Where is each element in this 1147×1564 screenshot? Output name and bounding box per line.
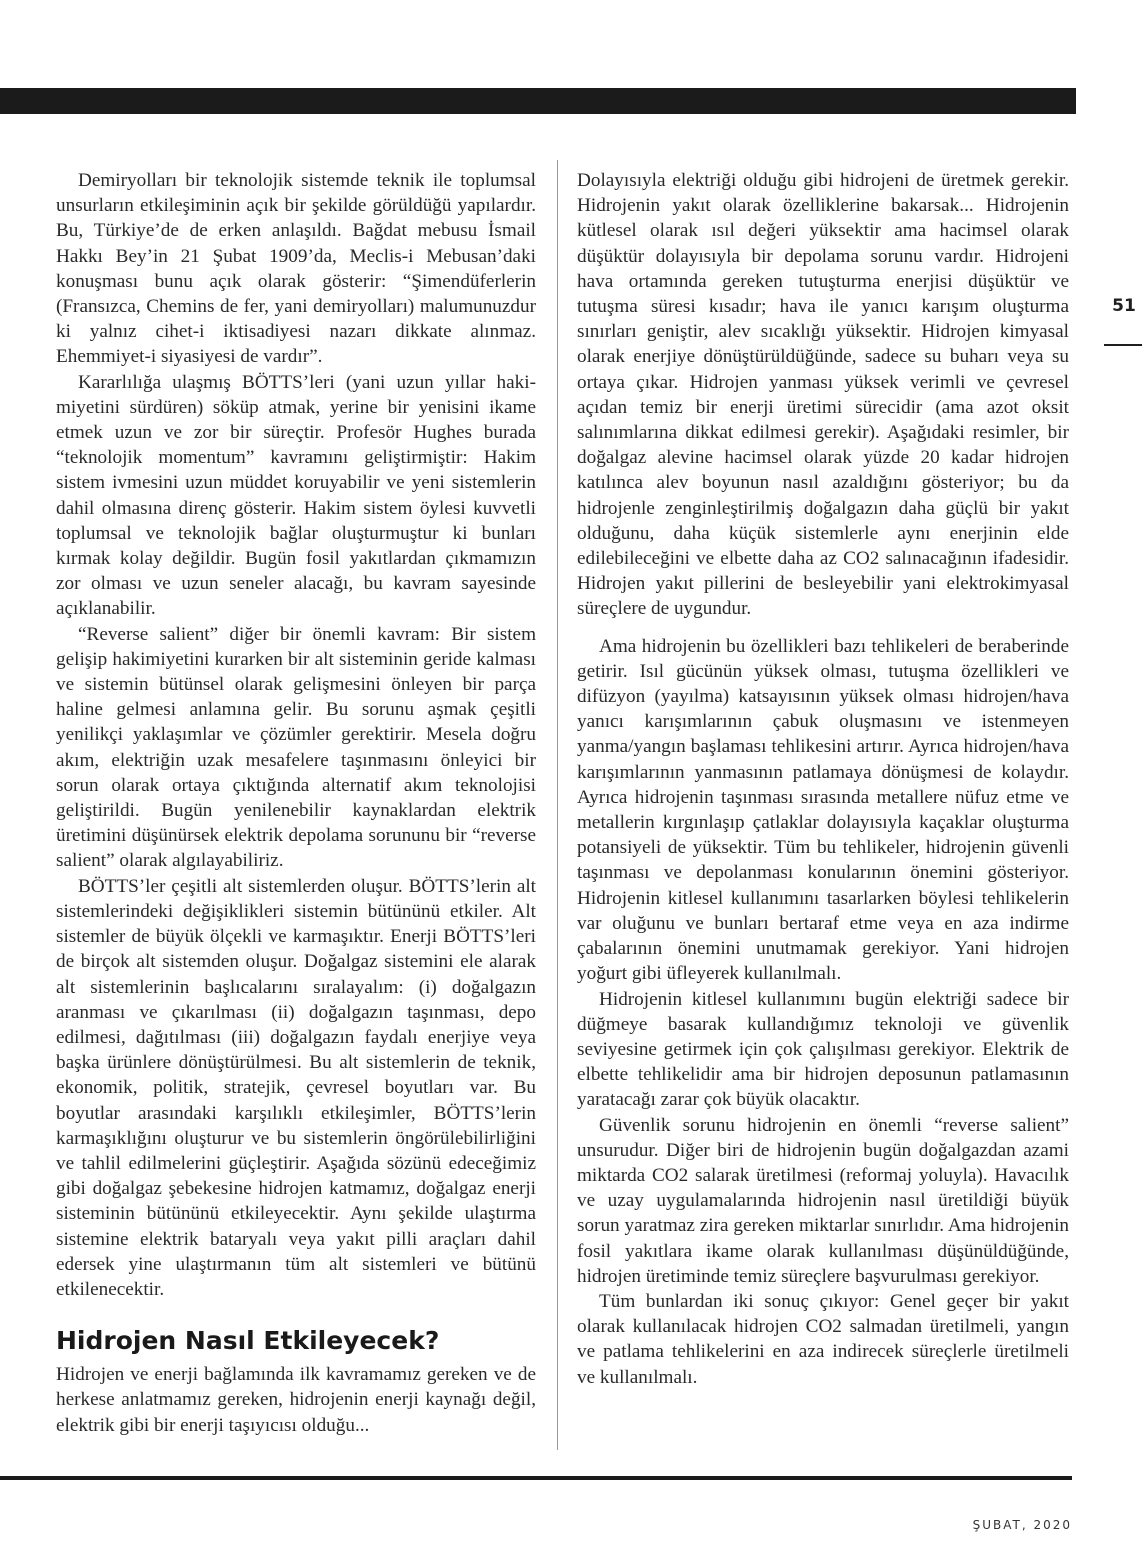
section-intro-paragraph: Hidrojen ve enerji bağlamında ilk kavramamız gereken ve de herkese anlatmamız gereken, hidrojenin enerji kaynağı değil, elektrik gibi bir enerji taşıyıcısı olduğu... — [56, 1364, 536, 1436]
body-paragraph: Demiryolları bir teknolojik sistemde teknik ile toplumsal unsurların etkileşiminin açık bir şekilde görüldüğü yapılardır. Bu, Türkiye’de de erken anlaşıldı. Bağdat mebusu İsmail Hakkı Bey’in 21 Şubat 1909’da, Meclis-i Mebusan’daki konuşması bunu açık olarak gösterir: “Şimendüferlerin (Fransızca, Chemins de fer, yani demiryolları) malumunuzdur ki yalnız cihet-i iktisadiyesi nazarı dikkate alınmaz. Ehemmiyet-i siyasiyesi de vardır”. — [56, 170, 536, 368]
header-bar — [0, 88, 1076, 114]
body-paragraph: Güvenlik sorunu hidrojenin en önemli “reverse salient” unsurudur. Diğer biri de hidrojenin bugün doğalgazdan azami miktarda CO2 salarak üretilmesi (reformaj yoluyla). Havacılık ve uzay uygulamalarında hidrojenin nasıl üretildiği büyük sorun yaratmaz zira gereken miktarlar sınırlıdır. Ama hidrojenin fosil yakıtlara ikame olarak kullanılması düşünüldüğünde, hidrojen üretiminde temiz süreçlere başvurulması gerekiyor. — [577, 1114, 1069, 1287]
body-paragraph: Ama hidrojenin bu özellikleri bazı tehlikeleri de beraberinde getirir. Isıl gücünün yüksek olması, tutuşma özellikleri ve difüzyon (yayılma) katsayısının yüksek olması hidrojen/hava yanıcı karışımlarının çabuk oluşmasını ve istenmeyen yanma/yangın başlaması tehlikesini artırır. Ayrıca hidrojen/hava karışımlarının yanmasının patlamaya dönüşmesi de kolaydır. Ayrıca hidrojenin taşınması sırasında metallere nüfuz etme ve metallerin kırgınlaşıp çatlaklar dolayısıyla kaçaklar oluşturma potansiyeli de yüksektir. Tüm bu tehlikeler, hidrojenin güvenli taşınması ve depolanması konularının önemini gösteriyor. Hidrojenin kitlesel kullanımını tasarlarken böylesi tehlikelerin var oluğunu ve bunları bertaraf etme veya en aza indirme çabalarının önemini unutmamak gerekiyor. Yani hidrojen yoğurt gibi üfleyerek kullanılmalı. — [577, 635, 1069, 985]
left-column — [56, 168, 536, 1438]
column-divider — [557, 160, 558, 1450]
body-paragraph: Hidrojenin kitlesel kullanımını bugün elektriği sadece bir düğmeye basarak kullandığımız teknoloji ve güvenlik seviyesine getirmek için çok çalışılması gerekiyor. Elektrik de elbette tehlikelidir ama bir hidrojen deposunun patlamasının yaratacağı zarar çok büyük olacaktır. — [577, 988, 1069, 1111]
section-heading: Hidrojen Nasıl Etkileyecek? — [56, 1326, 440, 1356]
body-paragraph: BÖTTS’ler çeşitli alt sistemlerden oluşur. BÖTTS’lerin alt sistemlerindeki değişiklikleri sistemin bütününü etkiler. Alt sistemler de büyük ölçekli ve karmaşıktır. Enerji BÖTTS’leri de birçok alt sistemden oluşur. Doğalgaz sistemini ele alarak alt sistemlerinin başlıcalarını sıralayalım: (i) doğalgazın aranması ve çıkarılması (ii) doğalgazın taşınması, depo edilmesi, dağıtılması (iii) doğalgazın faydalı enerjiye veya başka ürünlere dönüştürülmesi. Bu alt sistemlerin de teknik, ekonomik, politik, stratejik, çevresel boyutları var. Bu boyutlar arasındaki karşılıklı etkileşimler, BÖTTS’lerin karmaşıklığını oluşturur ve bu sistemlerin öngörülebilirliğini ve tahlil edilmelerini güçleştirir. Aşağıda sözünü edeceğimiz gibi doğalgaz şebekesine hidrojen katmamız, doğalgaz enerji sisteminin bütününü etkileyecektir. Aynı şekilde ulaştırma sistemine elektrik bataryalı veya yakıt pilli araçları dahil edersek yine ulaştırmanın tüm alt sistemleri ve bütünü etkilenecektir. — [56, 875, 536, 1300]
footer-rule — [0, 1476, 1072, 1480]
page-number: 51 — [1112, 296, 1136, 316]
body-paragraph: Dolayısıyla elektriği olduğu gibi hidrojeni de üretmek gerekir. Hidrojenin yakıt olarak özelliklerine bakarsak... Hidrojenin kütlesel olarak ısıl değeri yüksektir ama hacimsel olarak düşüktür dolayısıyla bir depolama sorunu vardır. Hidrojeni hava ortamında gereken tutuşturma enerjisi düşüktür ve tutuşma süresi kısadır; hava ile yanıcı karışım oluşturma sınırları geniştir, alev sıcaklığı yüksektir. Hidrojen kimyasal olarak enerjiye dönüştürüldüğünde, sadece su buharı veya su ortaya çıkar. Hidrojen yanması yüksek verimli ve çevresel açıdan temiz bir enerji üretimi sürecidir (ama azot oksit salınımlarına dikkat edilmesi gerekir). Aşağıdaki resimler, bir doğalgaz alevine hacimsel olarak yüzde 20 kadar hidrojen katılınca alev boyunun nasıl azaldığını gösteriyor; bu da hidrojenle zenginleştirilmiş doğalgazın daha güçlü bir yakıt olduğunu, daha küçük sistemlerle aynı enerjinin elde edilebileceğini ve elbette daha az CO2 salınacağının ifadesidir. Hidrojen yakıt pillerini de besleyebilir yani elektrokimyasal süreçlere de uygundur. — [577, 170, 1069, 620]
body-paragraph: Kararlılığa ulaşmış BÖTTS’leri (yani uzun yıllar hakimiyetini sürdüren) söküp atmak, yerine bir yenisini ikame etmek uzun ve zor bir süreçtir. Profesör Hughes burada “teknolojik momentum” kavramını geliştirmiştir: Hakim sistem ivmesini uzun müddet koruyabilir ve yeni sistemlerin dahil olmasına direnç gösterir. Hakim sistem öylesi kuvvetli toplumsal ve teknolojik bağlar oluşturmuştur ki bunları kırmak kolay değildir. Bugün fosil yakıtlardan çıkmamızın zor olması ve uzun seneler alacağı, bu kavram sayesinde açıklanabilir. — [56, 371, 536, 620]
page-number-rule — [1104, 344, 1142, 346]
body-paragraph: Tüm bunlardan iki sonuç çıkıyor: Genel geçer bir yakıt olarak kullanılacak hidrojen CO2 salmadan üretilmeli, yangın ve patlama tehlikelerini en aza indirecek süreçlerle üretilmeli ve kullanılmalı. — [577, 1290, 1069, 1388]
body-paragraph: “Reverse salient” diğer bir önemli kavram: Bir sistem gelişip hakimiyetini kurarken bir alt sisteminin geride kalması ve sistemin bütünsel olarak gelişmesini önleyen bir parça haline gelmesi anlamına gelir. Bu sorunu aşmak çeşitli yenilikçi yaklaşımlar ve çözümler gerektirir. Mesela doğru akım, elektriğin uzak mesafelere taşınmasını önleyici bir sorun olarak ortaya çıktığında alternatif akım teknolojisi geliştirildi. Bugün yenilenebilir kaynaklardan elektrik üretimini düşünürsek elektrik depolama sorununu bir “reverse salient” olarak algılayabiliriz. — [56, 623, 536, 872]
right-column — [577, 168, 1069, 1390]
footer-date: ŞUBAT, 2020 — [972, 1518, 1072, 1532]
